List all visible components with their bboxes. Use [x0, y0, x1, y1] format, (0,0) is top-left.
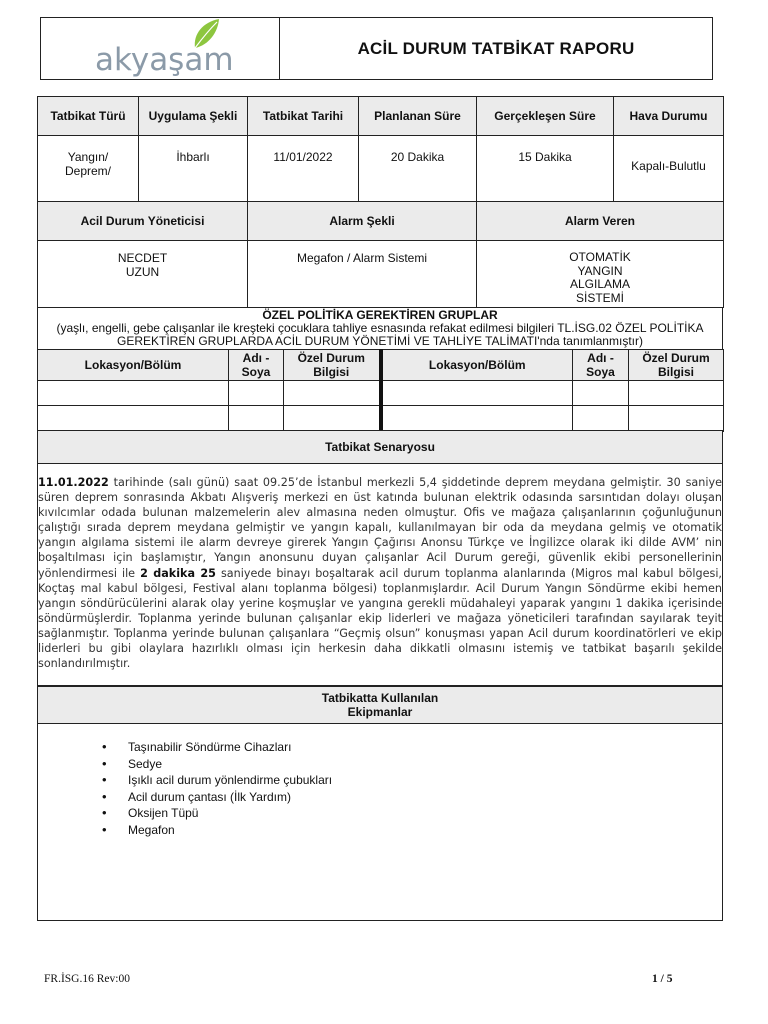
header-location-right: Lokasyon/Bölüm: [381, 350, 573, 381]
alarm-value-row: [38, 241, 724, 308]
company-logo: akyaşam: [95, 42, 234, 78]
header-planned-duration: Planlanan Süre: [359, 97, 477, 136]
empty-cell: [573, 406, 629, 432]
table-row: [38, 406, 724, 432]
list-item: • Işıklı acil durum yönlendirme çubukları: [98, 772, 722, 789]
value-alarm-source: OTOMATİK YANGIN ALGILAMA SİSTEMİ: [477, 241, 724, 308]
header-drill-date: Tatbikat Tarihi: [248, 97, 359, 136]
value-drill-date: 11/01/2022: [248, 136, 359, 202]
groups-header-row: [38, 350, 724, 381]
form-code: FR.İSG.16 Rev:00: [44, 973, 130, 985]
scenario-date: 11.01.2022: [38, 476, 109, 489]
value-weather: Kapalı-Bulutlu: [614, 136, 724, 202]
header-location-left: Lokasyon/Bölüm: [38, 350, 229, 381]
drill-info-table: [37, 96, 724, 202]
empty-cell: [229, 406, 284, 432]
header-status-left: Özel Durum Bilgisi: [284, 350, 381, 381]
list-item: • Sedye: [98, 756, 722, 773]
empty-cell: [381, 406, 573, 432]
equipment-heading: Tatbikatta Kullanılan Ekipmanlar: [37, 686, 723, 724]
list-item: • Taşınabilir Söndürme Cihazları: [98, 739, 722, 756]
empty-cell: [284, 381, 381, 406]
header-emergency-manager: Acil Durum Yöneticisi: [38, 202, 248, 241]
header-alarm-type: Alarm Şekli: [248, 202, 477, 241]
header-weather: Hava Durumu: [614, 97, 724, 136]
header-actual-duration: Gerçekleşen Süre: [477, 97, 614, 136]
list-item: • Acil durum çantası (İlk Yardım): [98, 789, 722, 806]
header-name-left: Adı - Soya: [229, 350, 284, 381]
empty-cell: [284, 406, 381, 432]
special-groups-table: [37, 349, 724, 432]
header-drill-type: Tatbikat Türü: [38, 97, 139, 136]
empty-cell: [629, 381, 724, 406]
alarm-table: [37, 201, 724, 308]
scenario-heading: Tatbikat Senaryosu: [37, 430, 723, 464]
empty-cell: [38, 406, 229, 432]
list-item: • Megafon: [98, 822, 722, 839]
page-title: ACİL DURUM TATBİKAT RAPORU: [357, 38, 635, 58]
special-policy-title: ÖZEL POLİTİKA GEREKTİREN GRUPLAR: [262, 308, 498, 322]
scenario-evacuation-duration: 2 dakika 25: [140, 566, 216, 580]
scenario-text: [37, 463, 723, 686]
special-policy-cell: [38, 308, 723, 350]
drill-info-value-row: [38, 136, 724, 202]
report-header: [40, 17, 713, 80]
special-policy-text: (yaşlı, engelli, gebe çalışanlar ile kreşteki çocuklara tahliye esnasında refakat edilmesi bilgileri TL.İSG.02 ÖZEL POLİTİKA GEREKTİREN GRUPLARDA ACİL DURUM YÖNETİMİ VE TAHLİYE TALİMATI'nda tanımlanmıştır): [56, 321, 704, 348]
value-actual-duration: 15 Dakika: [477, 136, 614, 202]
header-alarm-source: Alarm Veren: [477, 202, 724, 241]
value-emergency-manager: NECDET UZUN: [38, 241, 248, 308]
value-alarm-type: Megafon / Alarm Sistemi: [248, 241, 477, 308]
value-drill-type: Yangın/ Deprem/: [38, 136, 139, 202]
header-name-right: Adı - Soya: [573, 350, 629, 381]
table-row: [38, 381, 724, 406]
equipment-list: [98, 739, 722, 838]
equipment-list-box: [37, 723, 723, 921]
special-policy-table: [37, 307, 723, 350]
alarm-header-row: [38, 202, 724, 241]
value-planned-duration: 20 Dakika: [359, 136, 477, 202]
header-status-right: Özel Durum Bilgisi: [629, 350, 724, 381]
logo-cell: [41, 18, 280, 79]
list-item: • Oksijen Tüpü: [98, 805, 722, 822]
header-application-type: Uygulama Şekli: [139, 97, 248, 136]
scenario-text-part-2: saniyede binayı boşaltarak acil durum toplanma alanlarında (Migros mal kabul bölgesi, Koçtaş mal kabul bölgesi, Festival alanı toplanma bölgesi) toplanmışlardır. Acil Durum Yangın Söndürme ekibi hemen yangın söndürücülerini alarak olay yerine koşmuşlar ve yangına gerekli müdahaleyi yaparak yangını 1 dakika içerisinde söndürmüşlerdir. Toplanma yerinde bulunan çalışanlar ekip liderleri ve mağaza yöneticileri tarafından sayılarak teyit sağlanmıştır. Toplanma yerinde bulunan çalışanlara “Geçmiş olsun” konuşması yapan Acil durum koordinatörleri ve ekip liderleri bu gibi olaylara hazırlıklı olması için herkesin daha dikkatli olmasını istemiş ve tatbikat başarılı şekilde sonlandırılmıştır.: [38, 566, 722, 671]
empty-cell: [229, 381, 284, 406]
page-number: 1 / 5: [652, 973, 673, 985]
value-application-type: İhbarlı: [139, 136, 248, 202]
empty-cell: [38, 381, 229, 406]
drill-info-header-row: [38, 97, 724, 136]
scenario-text-part-1: tarihinde (salı günü) saat 09.25’de İstanbul merkezli 5,4 şiddetinde deprem meydana gelmiştir. 30 saniye süren deprem sonrasında Akbatı Alışveriş merkezi en üst katında bulunan elektrik odasında sarsıntıdan dolayı oluşan kıvılcımlar odada bulunan malzemelerin alev almasına neden olmuştur. Ofis ve mağaza çalışanlarının çoğunluğunun çalıştığı sırada deprem meydana gelmiştir ve yangın kapalı, kullanılmayan bir oda da meydana gelmiş ve otomatik yangın algılama sistemi ile alarm devreye girerek Yangın Çağırısı Anonsu Türkçe ve İngilizce olarak iki dilde AVM’ nin boşaltılması için başlamıştır, Yangın anonsunu duyan çalışanlar Acil Durum gereği, güvenlik ekibi personellerinin yönlendirmesi ile: [38, 476, 722, 580]
empty-cell: [629, 406, 724, 432]
empty-cell: [381, 381, 573, 406]
empty-cell: [573, 381, 629, 406]
